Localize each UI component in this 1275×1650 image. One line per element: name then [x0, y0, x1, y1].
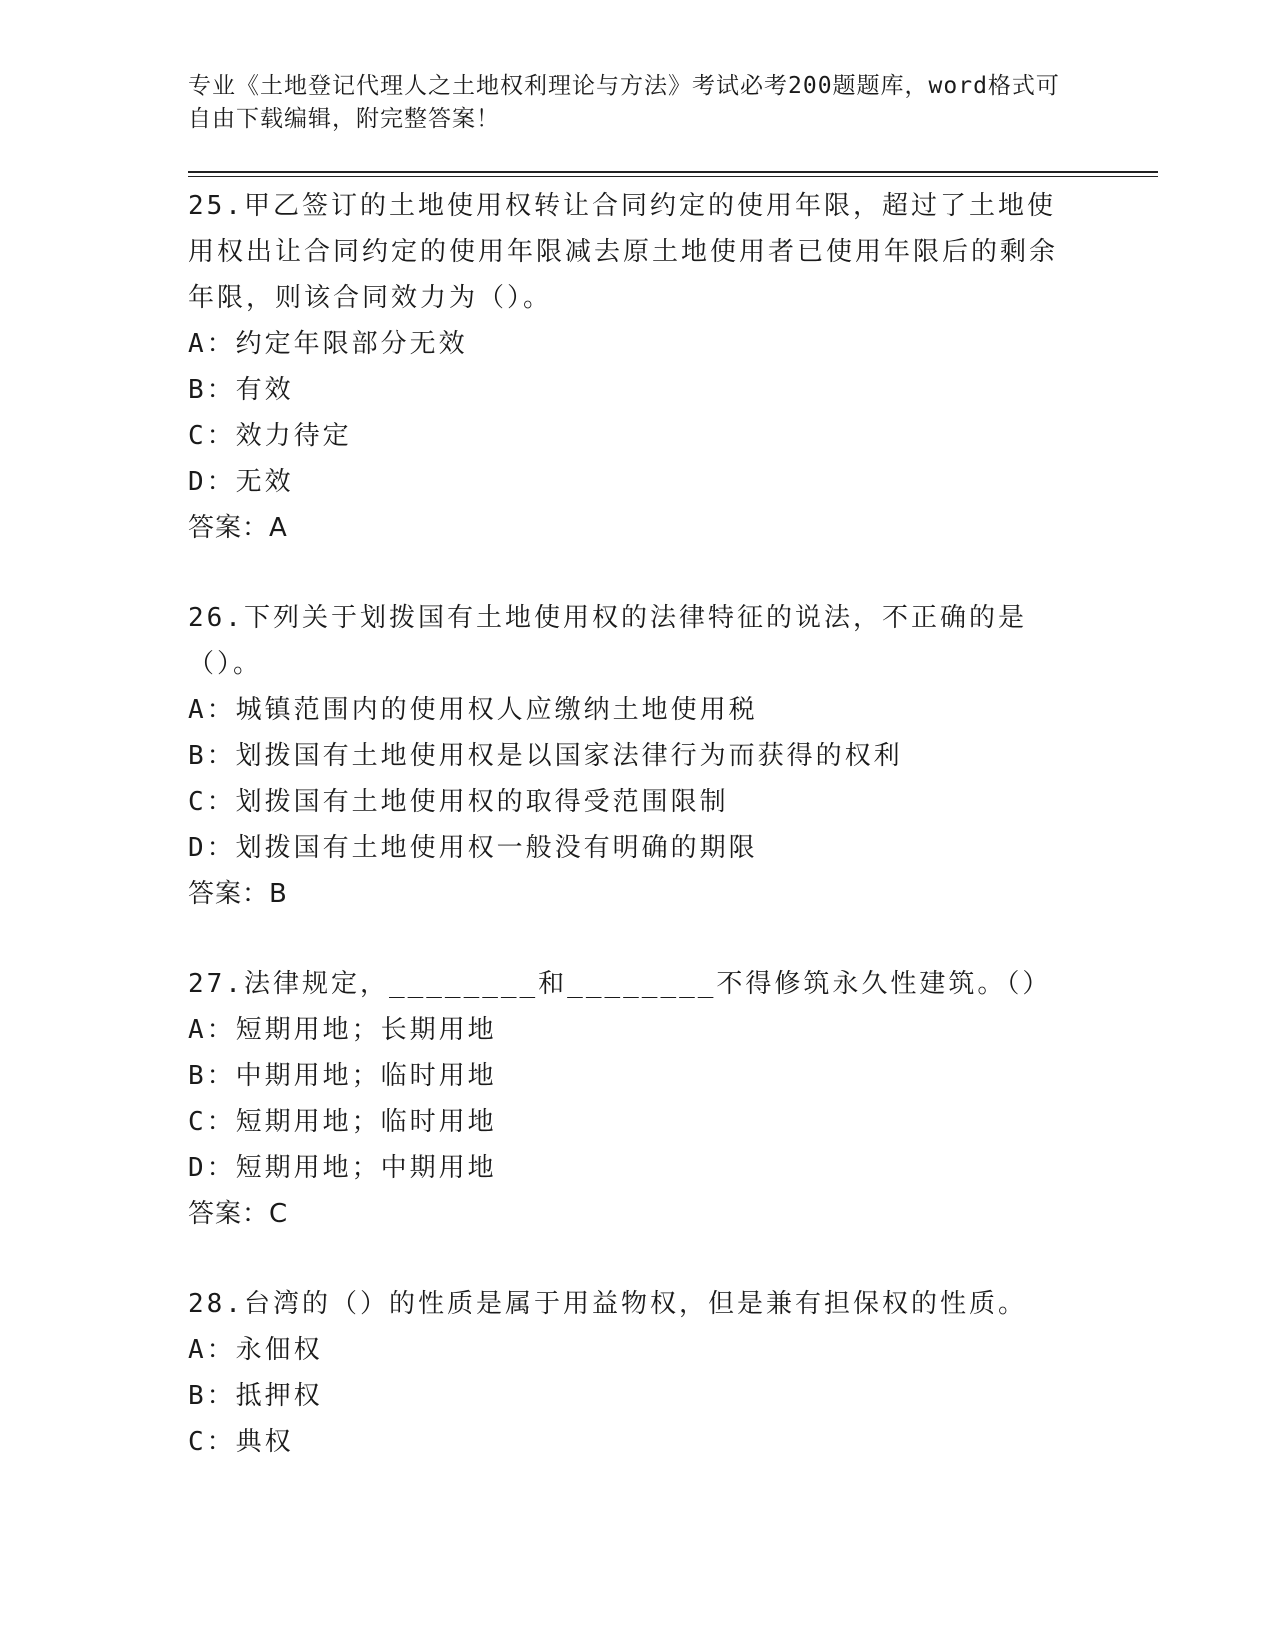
option-a: A：城镇范围内的使用权人应缴纳土地使用税 [188, 695, 758, 725]
option-b: B：划拨国有土地使用权是以国家法律行为而获得的权利 [188, 741, 903, 771]
spacer [188, 917, 1158, 961]
option-c: C：效力待定 [188, 421, 352, 451]
question-stem: 25.甲乙签订的土地使用权转让合同约定的使用年限，超过了土地使用权出让合同约定的使用年限减去原土地使用者已使用年限后的剩余年限，则该合同效力为（）。 [188, 191, 1059, 313]
option-a: A：永佃权 [188, 1335, 323, 1365]
question-27 [188, 961, 1158, 1237]
option-b: B：抵押权 [188, 1381, 323, 1411]
option-c: C：短期用地；临时用地 [188, 1107, 497, 1137]
option-a: A：约定年限部分无效 [188, 329, 468, 359]
answer-line: 答案：C [188, 1199, 289, 1229]
document-page [188, 70, 1158, 1465]
option-d: D：无效 [188, 467, 294, 497]
question-stem: 26.下列关于划拨国有土地使用权的法律特征的说法，不正确的是（）。 [188, 603, 1027, 679]
question-26 [188, 595, 1158, 917]
question-stem: 28.台湾的（）的性质是属于用益物权，但是兼有担保权的性质。 [188, 1289, 1027, 1319]
header-divider [188, 171, 1158, 177]
option-a: A：短期用地；长期用地 [188, 1015, 497, 1045]
option-c: C：典权 [188, 1427, 294, 1457]
answer-line: 答案：B [188, 879, 288, 909]
question-25 [188, 183, 1158, 551]
option-b: B：中期用地；临时用地 [188, 1061, 497, 1091]
option-b: B：有效 [188, 375, 294, 405]
option-d: D：划拨国有土地使用权一般没有明确的期限 [188, 833, 758, 863]
question-stem: 27.法律规定，________和________不得修筑永久性建筑。（） [188, 969, 1052, 999]
question-28 [188, 1281, 1158, 1465]
spacer [188, 551, 1158, 595]
answer-line: 答案：A [188, 513, 288, 543]
document-header: 专业《土地登记代理人之土地权利理论与方法》考试必考200题题库，word格式可自由下载编辑，附完整答案！ [188, 73, 1060, 132]
spacer [188, 1237, 1158, 1281]
option-c: C：划拨国有土地使用权的取得受范围限制 [188, 787, 729, 817]
option-d: D：短期用地；中期用地 [188, 1153, 497, 1183]
